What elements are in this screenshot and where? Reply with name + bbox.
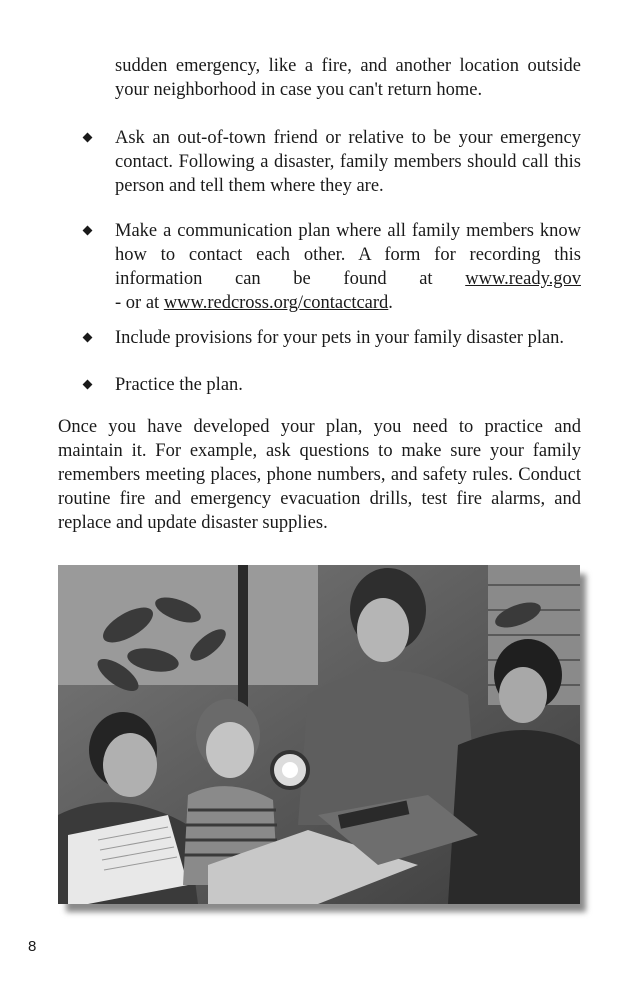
ready-gov-link[interactable]: www.ready.gov	[465, 269, 581, 289]
diamond-bullet-icon	[83, 333, 93, 343]
page-number: 8	[28, 938, 37, 955]
body-paragraph: Once you have developed your plan, you need to practice and maintain it. For example, ask questions to make sure your family remembers meeting places, phone numbers, and safety rules. Conduct routine fire and emergency evacuation drills, test fire alarms, and replace and update disaster supplies.	[58, 417, 581, 533]
diamond-bullet-icon	[83, 133, 93, 143]
family-photo-icon	[58, 565, 580, 904]
bullet-text: Ask an out-of-town friend or relative to be your emergency contact. Following a disaster, family members should call this person and tell them where they are.	[115, 128, 581, 196]
bullet-text: Include provisions for your pets in your family disaster plan.	[115, 328, 565, 348]
redcross-contactcard-link[interactable]: www.redcross.org/contactcard	[163, 293, 389, 313]
bullet-text: Practice the plan.	[115, 375, 243, 395]
diamond-bullet-icon	[83, 380, 93, 390]
family-photo	[58, 565, 580, 904]
continued-text: sudden emergency, like a fire, and another location outside your neighborhood in case you can't return home.	[115, 56, 581, 100]
bullet-text: Make a communication plan where all family members know how to contact each other. A form for recording this information can be found at www.ready.gov - or at www.redcross.org/contactcard.	[115, 221, 581, 313]
diamond-bullet-icon	[83, 226, 93, 236]
